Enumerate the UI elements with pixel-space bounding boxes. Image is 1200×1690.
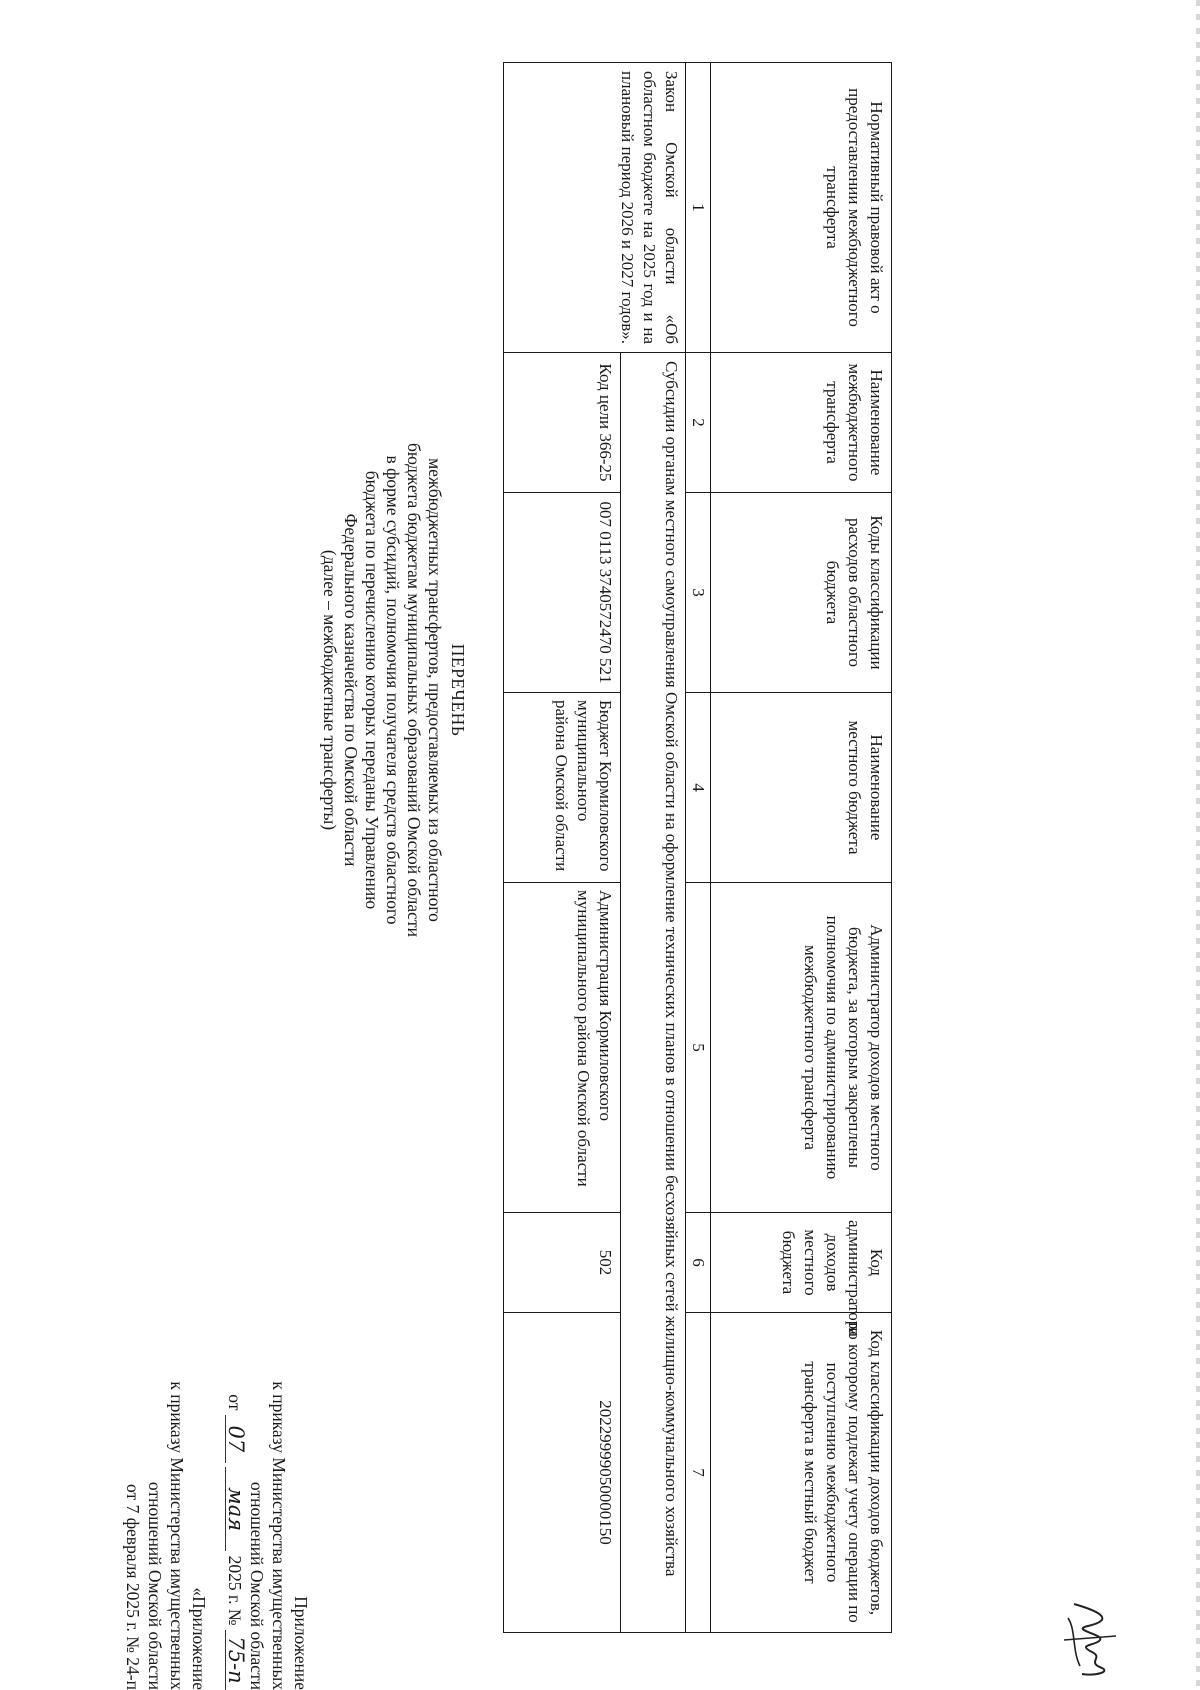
prior-line-3: отношений Омской области bbox=[145, 1481, 165, 1690]
handwritten-signature bbox=[1058, 1600, 1122, 1680]
prior-line-2: к приказу Министерства имущественных bbox=[167, 1381, 187, 1690]
table-header-row bbox=[711, 63, 892, 1633]
approval-line-2: к приказу Министерства имущественных bbox=[269, 1381, 289, 1690]
header-cell: Нормативный правовой акт о предоставлении межбюджетного трансферта bbox=[711, 63, 892, 353]
header-cell: Код классификации доходов бюджетов, по которому подлежат учету операции по поступлению межбюджетного трансферта в местный бюджет bbox=[711, 1313, 892, 1633]
column-number: 2 bbox=[686, 353, 711, 493]
expense-code-cell: 007 0113 3740572470 521 bbox=[504, 493, 621, 693]
revenue-administrator-cell: Администрация Кормиловского муниципального района Омской области bbox=[504, 883, 621, 1213]
approval-number: 75-п bbox=[225, 1630, 246, 1690]
header-cell: Код администратора доходов местного бюджета bbox=[711, 1213, 892, 1313]
column-number: 5 bbox=[686, 883, 711, 1213]
revenue-classification-code-cell: 20229999050000150 bbox=[504, 1313, 621, 1633]
law-cell: Закон Омской области «Об областном бюджете на 2025 год и на плановый период 2026 и 2027 годов». bbox=[504, 63, 686, 353]
local-budget-cell: Бюджет Кормиловского муниципального района Омской области bbox=[504, 693, 621, 883]
approval-day: 07 bbox=[225, 1415, 246, 1463]
title-line-3: в форме субсидий, полномочия получателя средств областного bbox=[383, 455, 403, 925]
title-heading: ПЕРЕЧЕНЬ bbox=[448, 643, 468, 737]
column-number: 3 bbox=[686, 493, 711, 693]
approval-date-line bbox=[224, 1330, 246, 1690]
target-code-cell: Код цели 366-25 bbox=[504, 353, 621, 493]
prior-line-1: «Приложение bbox=[189, 1587, 209, 1690]
title-line-6: (далее – межбюджетные трансферты) bbox=[320, 549, 340, 831]
approval-block bbox=[224, 1330, 312, 1690]
header-cell: Администратор доходов местного бюджета, за которым закреплены полномочия по администрированию межбюджетного трансферта bbox=[711, 883, 892, 1213]
title-line-1: межбюджетных трансфертов, предоставляемых из областного bbox=[425, 458, 445, 922]
column-number: 6 bbox=[686, 1213, 711, 1313]
administrator-code-cell: 502 bbox=[504, 1213, 621, 1313]
title-line-2: бюджета бюджетам муниципальных образований Омской области bbox=[404, 443, 424, 937]
column-number-row bbox=[686, 63, 711, 1633]
header-cell: Коды классификации расходов областного бюджета bbox=[711, 493, 892, 693]
title-line-5: Федерального казначейства по Омской области bbox=[341, 513, 361, 867]
column-number: 4 bbox=[686, 693, 711, 883]
section-title-cell: Субсидии органам местного самоуправления Омской области на оформление технических планов в отношении бесхозяйных сетей жилищно-коммунального хозяйства bbox=[621, 353, 686, 1633]
approval-year: 2025 г. № bbox=[225, 1555, 245, 1626]
approval-prefix: от bbox=[225, 1394, 245, 1411]
column-number: 7 bbox=[686, 1313, 711, 1633]
document-title bbox=[319, 290, 468, 1090]
approval-line-1: Приложение bbox=[291, 1596, 311, 1690]
table-section-row bbox=[621, 63, 686, 1633]
prior-line-4: от 7 февраля 2025 г. № 24-п bbox=[123, 1484, 143, 1690]
header-cell: Наименование местного бюджета bbox=[711, 693, 892, 883]
prior-order-block bbox=[122, 1330, 210, 1690]
scan-edge bbox=[1196, 0, 1200, 1686]
title-line-4: бюджета по перечислению которых переданы Управлению bbox=[362, 470, 382, 910]
approval-line-3: отношений Омской области bbox=[247, 1481, 267, 1690]
approval-month: мая bbox=[225, 1467, 246, 1551]
transfers-table bbox=[503, 62, 892, 1633]
column-number: 1 bbox=[686, 63, 711, 353]
header-cell: Наименование межбюджетного трансферта bbox=[711, 353, 892, 493]
